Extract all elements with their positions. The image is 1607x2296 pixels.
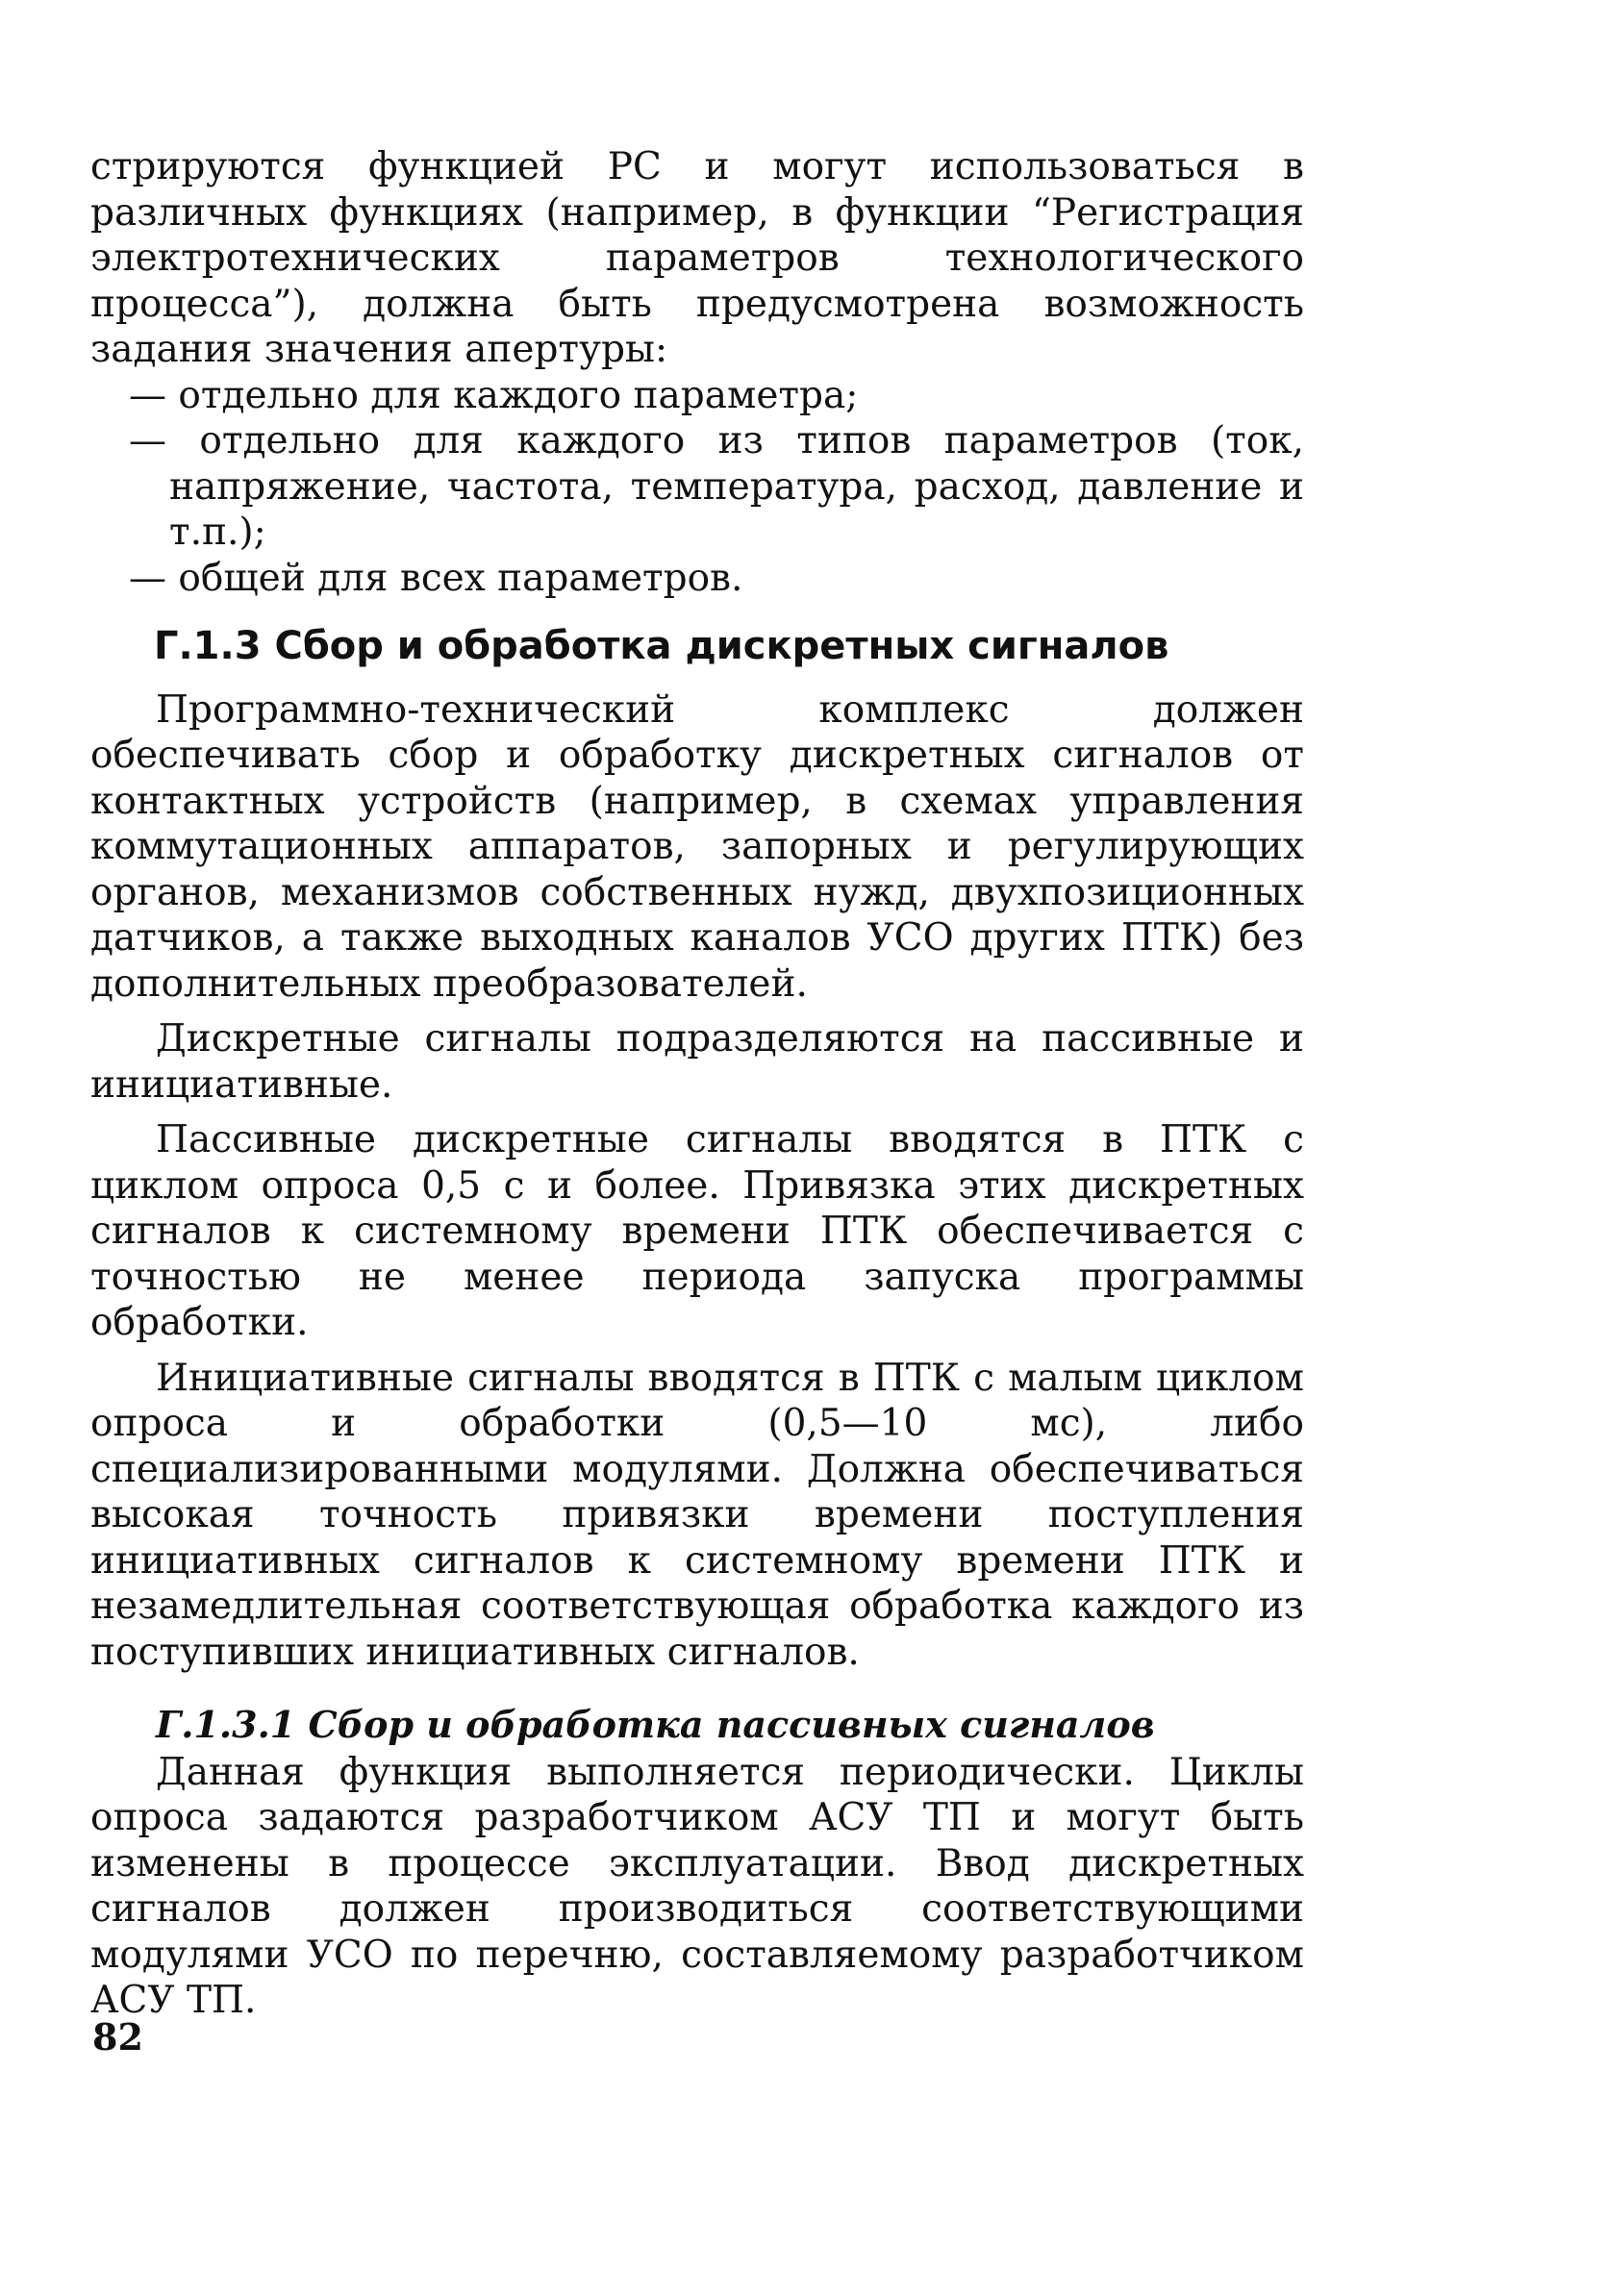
intro-paragraph: стрируются функцией РС и могут использоваться в различных функциях (например, в функции “Регистрация электротехнических параметров технологического процесса”), должна быть предусмотрена возможность задания значения апертуры: xyxy=(90,145,1304,371)
section-paragraph-requirements: Программно-технический комплекс должен обеспечивать сбор и обработку дискретных сигналов от контактных устройств (например, в схемах управления коммутационных аппаратов, запорных и регулирующих органов, механизмов собственных нужд, двухпозиционных датчиков, а также выходных каналов УСО других ПТК) без дополнительных преобразователей. xyxy=(90,687,1304,1006)
section-paragraph-initiative: Инициативные сигналы вводятся в ПТК с малым циклом опроса и обработки (0,5—10 мс), либо специализированными модулями. Должна обеспечиваться высокая точность привязки времени поступления инициативных сигналов к системному времени ПТК и незамедлительная соответствующая обработка каждого из поступивших инициативных сигналов. xyxy=(90,1356,1304,1674)
list-item-each-parameter: — отдельно для каждого параметра; xyxy=(129,373,859,417)
section-heading: Г.1.3 Сбор и обработка дискретных сигналов xyxy=(154,624,1169,668)
page-body xyxy=(90,144,1304,2024)
list-item-common: — общей для всех параметров. xyxy=(129,556,743,600)
subsection-paragraph: Данная функция выполняется периодически. Циклы опроса задаются разработчиком АСУ ТП и могут быть изменены в процессе эксплуатации. Ввод дискретных сигналов должен производиться соответствующими модулями УСО по перечню, составляемому разработчиком АСУ ТП. xyxy=(90,1750,1304,2022)
page-number: 82 xyxy=(92,2015,143,2059)
section-paragraph-passive: Пассивные дискретные сигналы вводятся в ПТК с циклом опроса 0,5 с и более. Привязка этих дискретных сигналов к системному времени ПТК обеспечивается с точностью не менее периода запуска программы обработки. xyxy=(90,1118,1304,1344)
list-item-each-type: — отдельно для каждого из типов параметров (ток, напряжение, частота, температура, расход, давление и т.п.); xyxy=(129,419,1304,554)
subsection-heading: Г.1.3.1 Сбор и обработка пассивных сигналов xyxy=(156,1703,1155,1746)
section-paragraph-classification: Дискретные сигналы подразделяются на пассивные и инициативные. xyxy=(90,1017,1304,1107)
